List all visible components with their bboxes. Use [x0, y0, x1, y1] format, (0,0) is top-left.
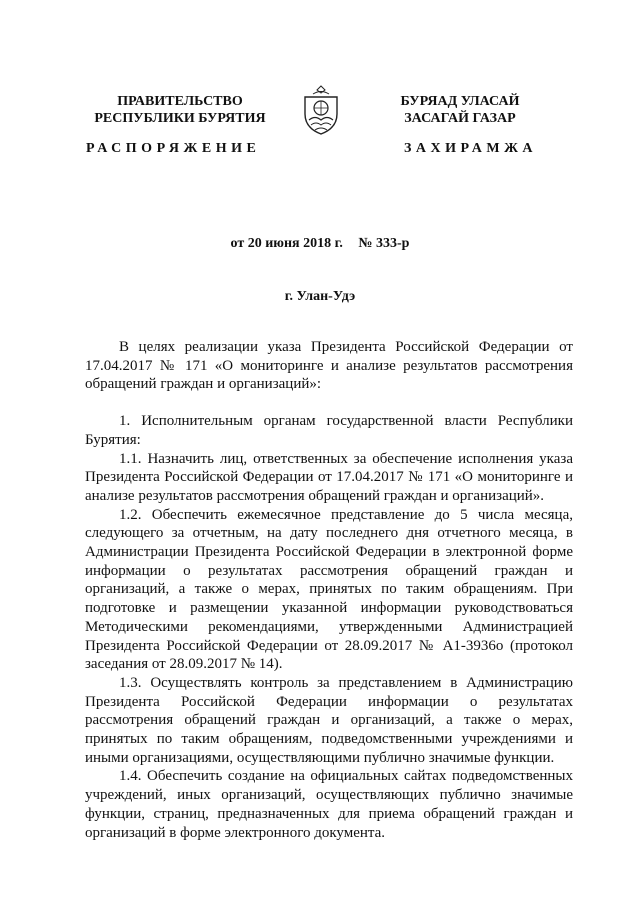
coat-of-arms-emblem [299, 84, 343, 136]
paragraph-1: 1. Исполнительным органам государственной власти Республики Бурятия: [85, 413, 573, 448]
right-org-line2: ЗАСАГАЙ ГАЗАР [404, 111, 516, 126]
doc-type-left: РАСПОРЯЖЕНИЕ [86, 141, 261, 156]
paragraph-1-4: 1.4. Обеспечить создание на официальных сайтах подведомственных учреждений, иных организаций, осуществляющих публично значимые функции, страниц, предназначенных для приема обращений граждан и организаций в форме электронного документа. [85, 768, 573, 841]
left-org-line1: ПРАВИТЕЛЬСТВО [117, 94, 243, 109]
document-date-number [0, 236, 640, 252]
paragraph-1-3: 1.3. Осуществлять контроль за представлением в Администрацию Президента Российской Федерации информации о результатах рассмотрения обращений граждан и организаций, а также о мерах, принятых по таким обращениям, подведомственными учреждениями и иными организациями, осуществляющими публично значимые функции. [85, 674, 573, 766]
document-body [85, 338, 573, 842]
document-city: г. Улан-Удэ [284, 289, 356, 304]
paragraph-1-2: 1.2. Обеспечить ежемесячное представление до 5 числа месяца, следующего за отчетным, на дату последнего дня отчетного месяца, в Администрации Президента Российской Федерации в электронной форме информации о результатах рассмотрения обращений граждан и организаций, а также о мерах, принятых по таким обращениям. При подготовке и размещении указанной информации руководствоваться Методическими рекомендациями, утвержденными Администрацией Президента Российской Федерации от 28.09.2017 № А1-3936о (протокол заседания от 28.09.2017 № 14). [85, 506, 573, 673]
paragraph-1-1: 1.1. Назначить лиц, ответственных за обеспечение исполнения указа Президента Российской Федерации от 17.04.2017 № 171 «О мониторинге и анализе результатов рассмотрения обращений граждан и организаций». [85, 450, 573, 504]
left-org-name [80, 93, 280, 127]
doc-type-right: ЗАХИРАМЖА [404, 141, 538, 156]
document-number: № 333-р [358, 236, 410, 251]
coat-of-arms-icon [299, 84, 343, 136]
right-org-line1: БУРЯАД УЛАСАЙ [400, 94, 520, 109]
left-org-line2: РЕСПУБЛИКИ БУРЯТИЯ [94, 111, 266, 126]
right-org-name [360, 93, 560, 127]
document-date: от 20 июня 2018 г. [230, 236, 343, 251]
preamble-paragraph: В целях реализации указа Президента Российской Федерации от 17.04.2017 № 171 «О мониторинге и анализе результатов рассмотрения обращений граждан и организаций»: [85, 339, 573, 393]
